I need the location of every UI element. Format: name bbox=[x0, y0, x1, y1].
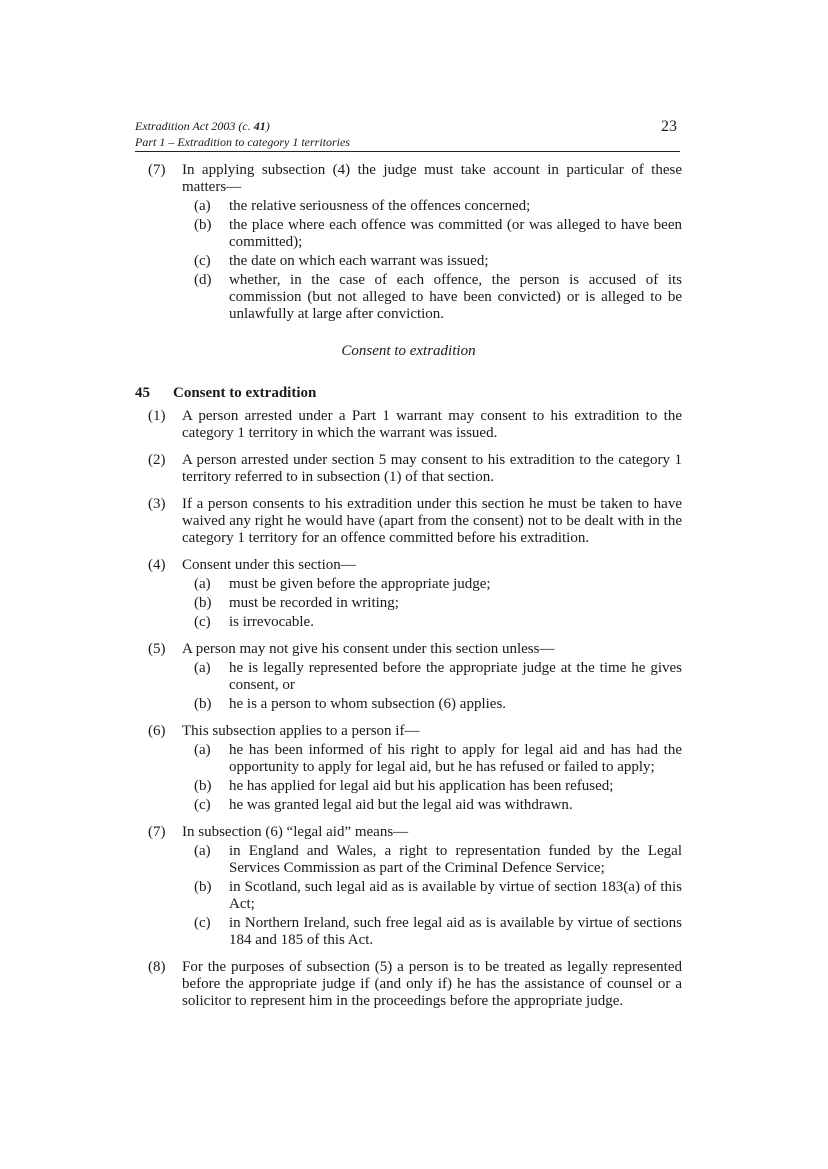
list-item-label: (b) bbox=[194, 879, 212, 895]
list-item-text: he was granted legal aid but the legal aid was withdrawn. bbox=[229, 797, 573, 813]
subsection-number: (5) bbox=[148, 641, 166, 657]
list-item bbox=[182, 614, 682, 631]
list-item: (c) the date on which each warrant was issued; bbox=[194, 253, 489, 269]
list-item bbox=[182, 778, 682, 795]
subsection-number: (4) bbox=[148, 557, 166, 573]
list-item-label: (a) bbox=[194, 660, 211, 676]
header-part-title: Part 1 – Extradition to category 1 territories bbox=[135, 135, 350, 149]
section-title: Consent to extradition bbox=[173, 385, 317, 401]
subsection bbox=[135, 824, 682, 949]
list-item-text: in Scotland, such legal aid as is available by virtue of section 183(a) of this Act; bbox=[229, 879, 682, 912]
subsection-number: (3) bbox=[148, 496, 166, 512]
subsection-text: Consent under this section— bbox=[182, 557, 356, 573]
list-item bbox=[182, 660, 682, 694]
list-item-label: (c) bbox=[194, 915, 211, 931]
subsection-number: (7) bbox=[148, 162, 166, 178]
list-item-label: (c) bbox=[194, 614, 211, 630]
subsection-text: In subsection (6) “legal aid” means— bbox=[182, 824, 409, 840]
list-item bbox=[182, 595, 682, 612]
list-item-text: in England and Wales, a right to representation funded by the Legal Services Commission as part of the Criminal Defence Service; bbox=[229, 843, 682, 876]
carryover-subsection bbox=[135, 162, 682, 329]
subsection-items bbox=[182, 742, 682, 814]
section-number: 45 bbox=[135, 385, 150, 401]
list-item-label: (a) bbox=[194, 843, 211, 859]
subsection-text: For the purposes of subsection (5) a person is to be treated as legally represented before the appropriate judge if (and only if) he has the assistance of counsel or a solicitor to represent him in the proceedings before the appropriate judge. bbox=[182, 959, 682, 1009]
list-item-text: he is legally represented before the appropriate judge at the time he gives consent, or bbox=[229, 660, 682, 693]
list-item bbox=[182, 576, 682, 593]
list-item: (b) the place where each offence was committed (or was alleged to have been committed); bbox=[194, 217, 682, 250]
list-item-label: (c) bbox=[194, 797, 211, 813]
subsection-text: A person arrested under a Part 1 warrant may consent to his extradition to the category 1 territory in which the warrant was issued. bbox=[182, 408, 682, 441]
page-number: 23 bbox=[661, 118, 677, 135]
list-item-label: (b) bbox=[194, 595, 212, 611]
subsection-number: (6) bbox=[148, 723, 166, 739]
list-item bbox=[182, 742, 682, 776]
list-item-text: he is a person to whom subsection (6) applies. bbox=[229, 696, 507, 712]
subsection-items bbox=[182, 576, 682, 631]
section-heading bbox=[135, 385, 316, 402]
list-item bbox=[182, 879, 682, 913]
carryover-items bbox=[182, 198, 682, 323]
list-item-text: in Northern Ireland, such free legal aid as is available by virtue of sections 184 and 185 of this Act. bbox=[229, 915, 682, 948]
subsection-text: This subsection applies to a person if— bbox=[182, 723, 420, 739]
section-body bbox=[135, 408, 682, 1020]
subsection-text: If a person consents to his extradition under this section he must be taken to have waived any right he would have (apart from the consent) not to be dealt with in the category 1 territory for an offence committed before his extradition. bbox=[182, 496, 682, 546]
list-item-text: must be recorded in writing; bbox=[229, 595, 399, 611]
list-item-label: (a) bbox=[194, 742, 211, 758]
list-item-label: (b) bbox=[194, 778, 212, 794]
list-item bbox=[182, 696, 682, 713]
subsection bbox=[135, 452, 682, 486]
subsection-number: (2) bbox=[148, 452, 166, 468]
subsection-items bbox=[182, 843, 682, 949]
header-rule bbox=[135, 151, 680, 152]
list-item-label: (a) bbox=[194, 576, 211, 592]
list-item bbox=[182, 797, 682, 814]
subsection-text: A person may not give his consent under this section unless— bbox=[182, 641, 555, 657]
list-item-text: he has been informed of his right to apply for legal aid and has had the opportunity to apply for legal aid, but he has refused or failed to apply; bbox=[229, 742, 682, 775]
subsection-text: A person arrested under section 5 may consent to his extradition to the category 1 territory referred to in subsection (1) of that section. bbox=[182, 452, 682, 485]
subsection-items bbox=[182, 660, 682, 713]
running-header bbox=[135, 118, 680, 150]
subsection-number: (7) bbox=[148, 824, 166, 840]
subsection-text: In applying subsection (4) the judge must take account in particular of these matters— bbox=[182, 162, 682, 195]
header-act-title: Extradition Act 2003 (c. 41) bbox=[135, 119, 270, 133]
subsection bbox=[135, 959, 682, 1010]
list-item-text: must be given before the appropriate judge; bbox=[229, 576, 491, 592]
crossheading: Consent to extradition bbox=[341, 343, 476, 359]
list-item: (d) whether, in the case of each offence, the person is accused of its commission (but not alleged to have been convicted) or is alleged to be unlawfully at large after conviction. bbox=[194, 272, 682, 322]
list-item bbox=[182, 915, 682, 949]
subsection bbox=[135, 557, 682, 631]
subsection bbox=[135, 723, 682, 814]
subsection bbox=[135, 496, 682, 547]
list-item-text: he has applied for legal aid but his application has been refused; bbox=[229, 778, 614, 794]
list-item-text: is irrevocable. bbox=[229, 614, 314, 630]
list-item bbox=[182, 843, 682, 877]
subsection-number: (1) bbox=[148, 408, 166, 424]
subsection-number: (8) bbox=[148, 959, 166, 975]
subsection bbox=[135, 408, 682, 442]
list-item-label: (b) bbox=[194, 696, 212, 712]
list-item: (a) the relative seriousness of the offences concerned; bbox=[194, 198, 531, 214]
subsection bbox=[135, 641, 682, 713]
